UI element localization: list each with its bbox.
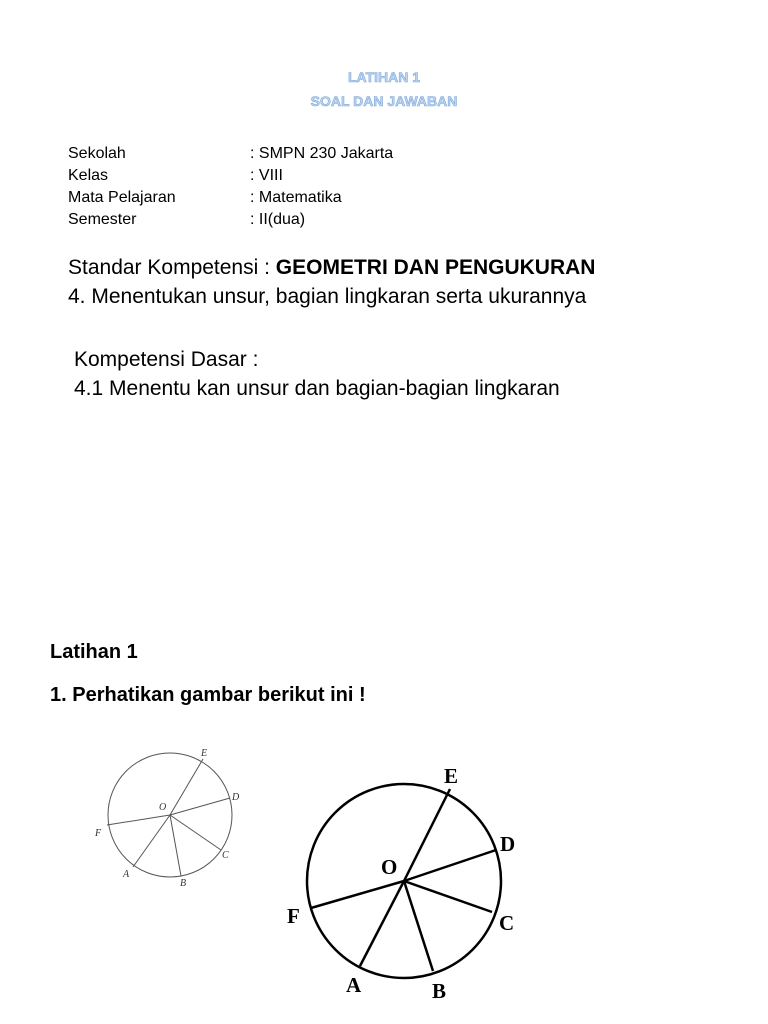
- radius-small-ob: [170, 815, 181, 876]
- circle-figure-large: [280, 760, 530, 1010]
- standar-kompetensi-topic: GEOMETRI DAN PENGUKURAN: [275, 256, 596, 279]
- label-small-d: D: [232, 792, 240, 803]
- info-label-semester: Semester: [68, 211, 137, 228]
- info-label-kelas: Kelas: [68, 167, 109, 184]
- document-title-line-2: SOAL DAN JAWABAN: [310, 93, 458, 109]
- label-large-f: F: [287, 904, 300, 928]
- label-large-c: C: [499, 911, 515, 935]
- label-small-e: E: [201, 748, 208, 759]
- radius-small-oc: [170, 815, 221, 850]
- kompetensi-dasar-item: 4.1 Menentu kan unsur dan bagian-bagian lingkaran: [74, 377, 560, 400]
- label-large-e: E: [444, 764, 459, 788]
- label-small-f: F: [95, 828, 102, 839]
- exercise-question: 1. Perhatikan gambar berikut ini !: [50, 684, 366, 706]
- label-large-o: O: [381, 855, 398, 879]
- label-large-a: A: [346, 973, 362, 997]
- radius-large-ob: [404, 881, 433, 971]
- info-value-semester: : II(dua): [250, 211, 306, 228]
- standar-kompetensi-prefix: Standar Kompetensi :: [68, 256, 276, 279]
- label-small-o: O: [159, 802, 167, 813]
- info-value-mata-pelajaran: : Matematika: [250, 189, 342, 206]
- info-label-sekolah: Sekolah: [68, 145, 126, 162]
- standar-kompetensi: [68, 254, 595, 282]
- label-small-c: C: [222, 850, 229, 861]
- info-value-kelas: : VIII: [250, 167, 283, 184]
- radius-large-of: [311, 881, 404, 908]
- kompetensi-dasar-heading: Kompetensi Dasar :: [74, 348, 259, 371]
- radius-large-oc: [404, 881, 492, 912]
- standar-kompetensi-item: 4. Menentukan unsur, bagian lingkaran serta ukurannya: [68, 285, 587, 308]
- exercise-heading: Latihan 1: [50, 641, 138, 663]
- radius-small-oa: [133, 815, 170, 867]
- label-small-a: A: [123, 869, 130, 880]
- label-large-d: D: [500, 832, 516, 856]
- label-small-b: B: [180, 878, 187, 889]
- radius-large-oa: [360, 881, 404, 966]
- info-value-sekolah: : SMPN 230 Jakarta: [250, 145, 394, 162]
- radius-small-of: [107, 815, 170, 825]
- info-label-mata-pelajaran: Mata Pelajaran: [68, 189, 176, 206]
- circle-figure-small: [90, 740, 250, 900]
- label-large-b: B: [432, 979, 447, 1003]
- document-title-line-1: LATIHAN 1: [347, 69, 421, 85]
